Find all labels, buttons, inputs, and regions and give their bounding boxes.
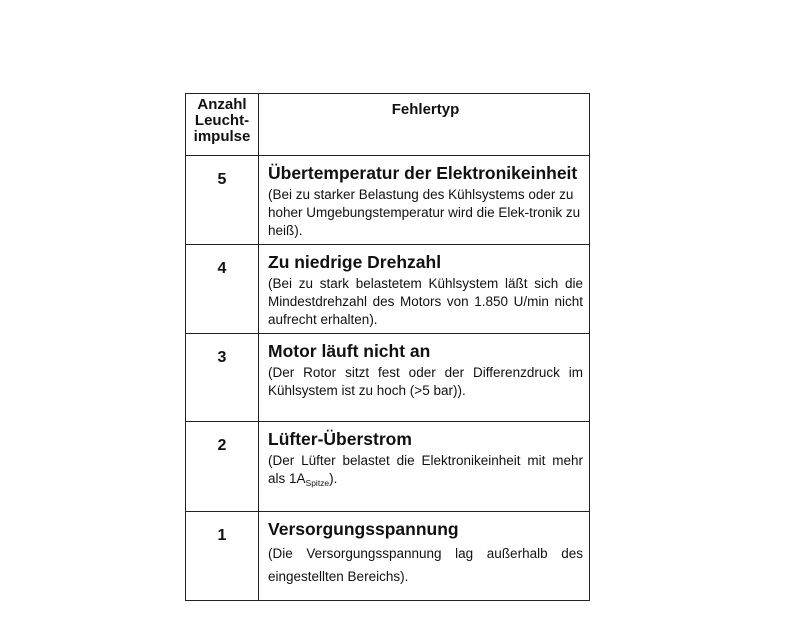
- error-description-main: (Der Lüfter belastet die Elektronikeinheit mit mehr als 1A: [268, 453, 583, 486]
- error-title: Motor läuft nicht an: [268, 341, 431, 361]
- row-description-cell: [259, 512, 589, 600]
- row-description-cell: [259, 422, 589, 511]
- header-type-label: [259, 94, 589, 155]
- table-row: [186, 244, 589, 333]
- error-title: Lüfter-Überstrom: [268, 429, 412, 449]
- blink-count: 5: [217, 171, 227, 188]
- peak-subscript: Spitze: [305, 478, 330, 488]
- row-description-cell: [259, 334, 589, 421]
- blink-count: 3: [217, 349, 227, 366]
- table-row: [186, 511, 589, 600]
- table-row: [186, 421, 589, 511]
- table-row: [186, 333, 589, 421]
- header-count-label: [186, 94, 259, 155]
- header-count-line-3: impulse: [193, 128, 251, 145]
- error-code-table: [185, 93, 590, 601]
- error-description: (Bei zu stark belastetem Kühlsystem läßt sich die Mindestdrehzahl des Motors von 1.850 U/min nicht aufrecht erhalten).: [268, 276, 583, 327]
- row-count-cell: [186, 245, 259, 333]
- row-description-cell: [259, 245, 589, 333]
- error-description: [268, 452, 583, 492]
- error-description: (Der Rotor sitzt fest oder der Differenzdruck im Kühlsystem ist zu hoch (>5 bar)).: [268, 365, 583, 398]
- error-description: (Bei zu starker Belastung des Kühlsystems oder zu hoher Umgebungstemperatur wird die Elek-tronik zu heiß).: [268, 187, 581, 238]
- row-count-cell: [186, 334, 259, 421]
- header-type-text: Fehlertyp: [391, 101, 460, 118]
- header-count-line-1: Anzahl: [197, 96, 247, 113]
- header-count-line-2: Leucht-: [194, 112, 250, 129]
- error-title: Zu niedrige Drehzahl: [268, 252, 442, 272]
- error-description-end: ).: [329, 471, 338, 486]
- blink-count: 1: [217, 527, 227, 544]
- row-count-cell: [186, 156, 259, 244]
- error-title: Übertemperatur der Elektronikeinheit: [268, 163, 578, 183]
- error-title: Versorgungsspannung: [268, 519, 459, 539]
- row-count-cell: [186, 512, 259, 600]
- table-row: [186, 155, 589, 244]
- row-count-cell: [186, 422, 259, 511]
- row-description-cell: [259, 156, 589, 244]
- error-description: (Die Versorgungsspannung lag außerhalb des eingestellten Bereichs).: [268, 546, 583, 584]
- blink-count: 4: [217, 260, 227, 277]
- blink-count: 2: [217, 437, 227, 454]
- table-header-row: [186, 94, 589, 155]
